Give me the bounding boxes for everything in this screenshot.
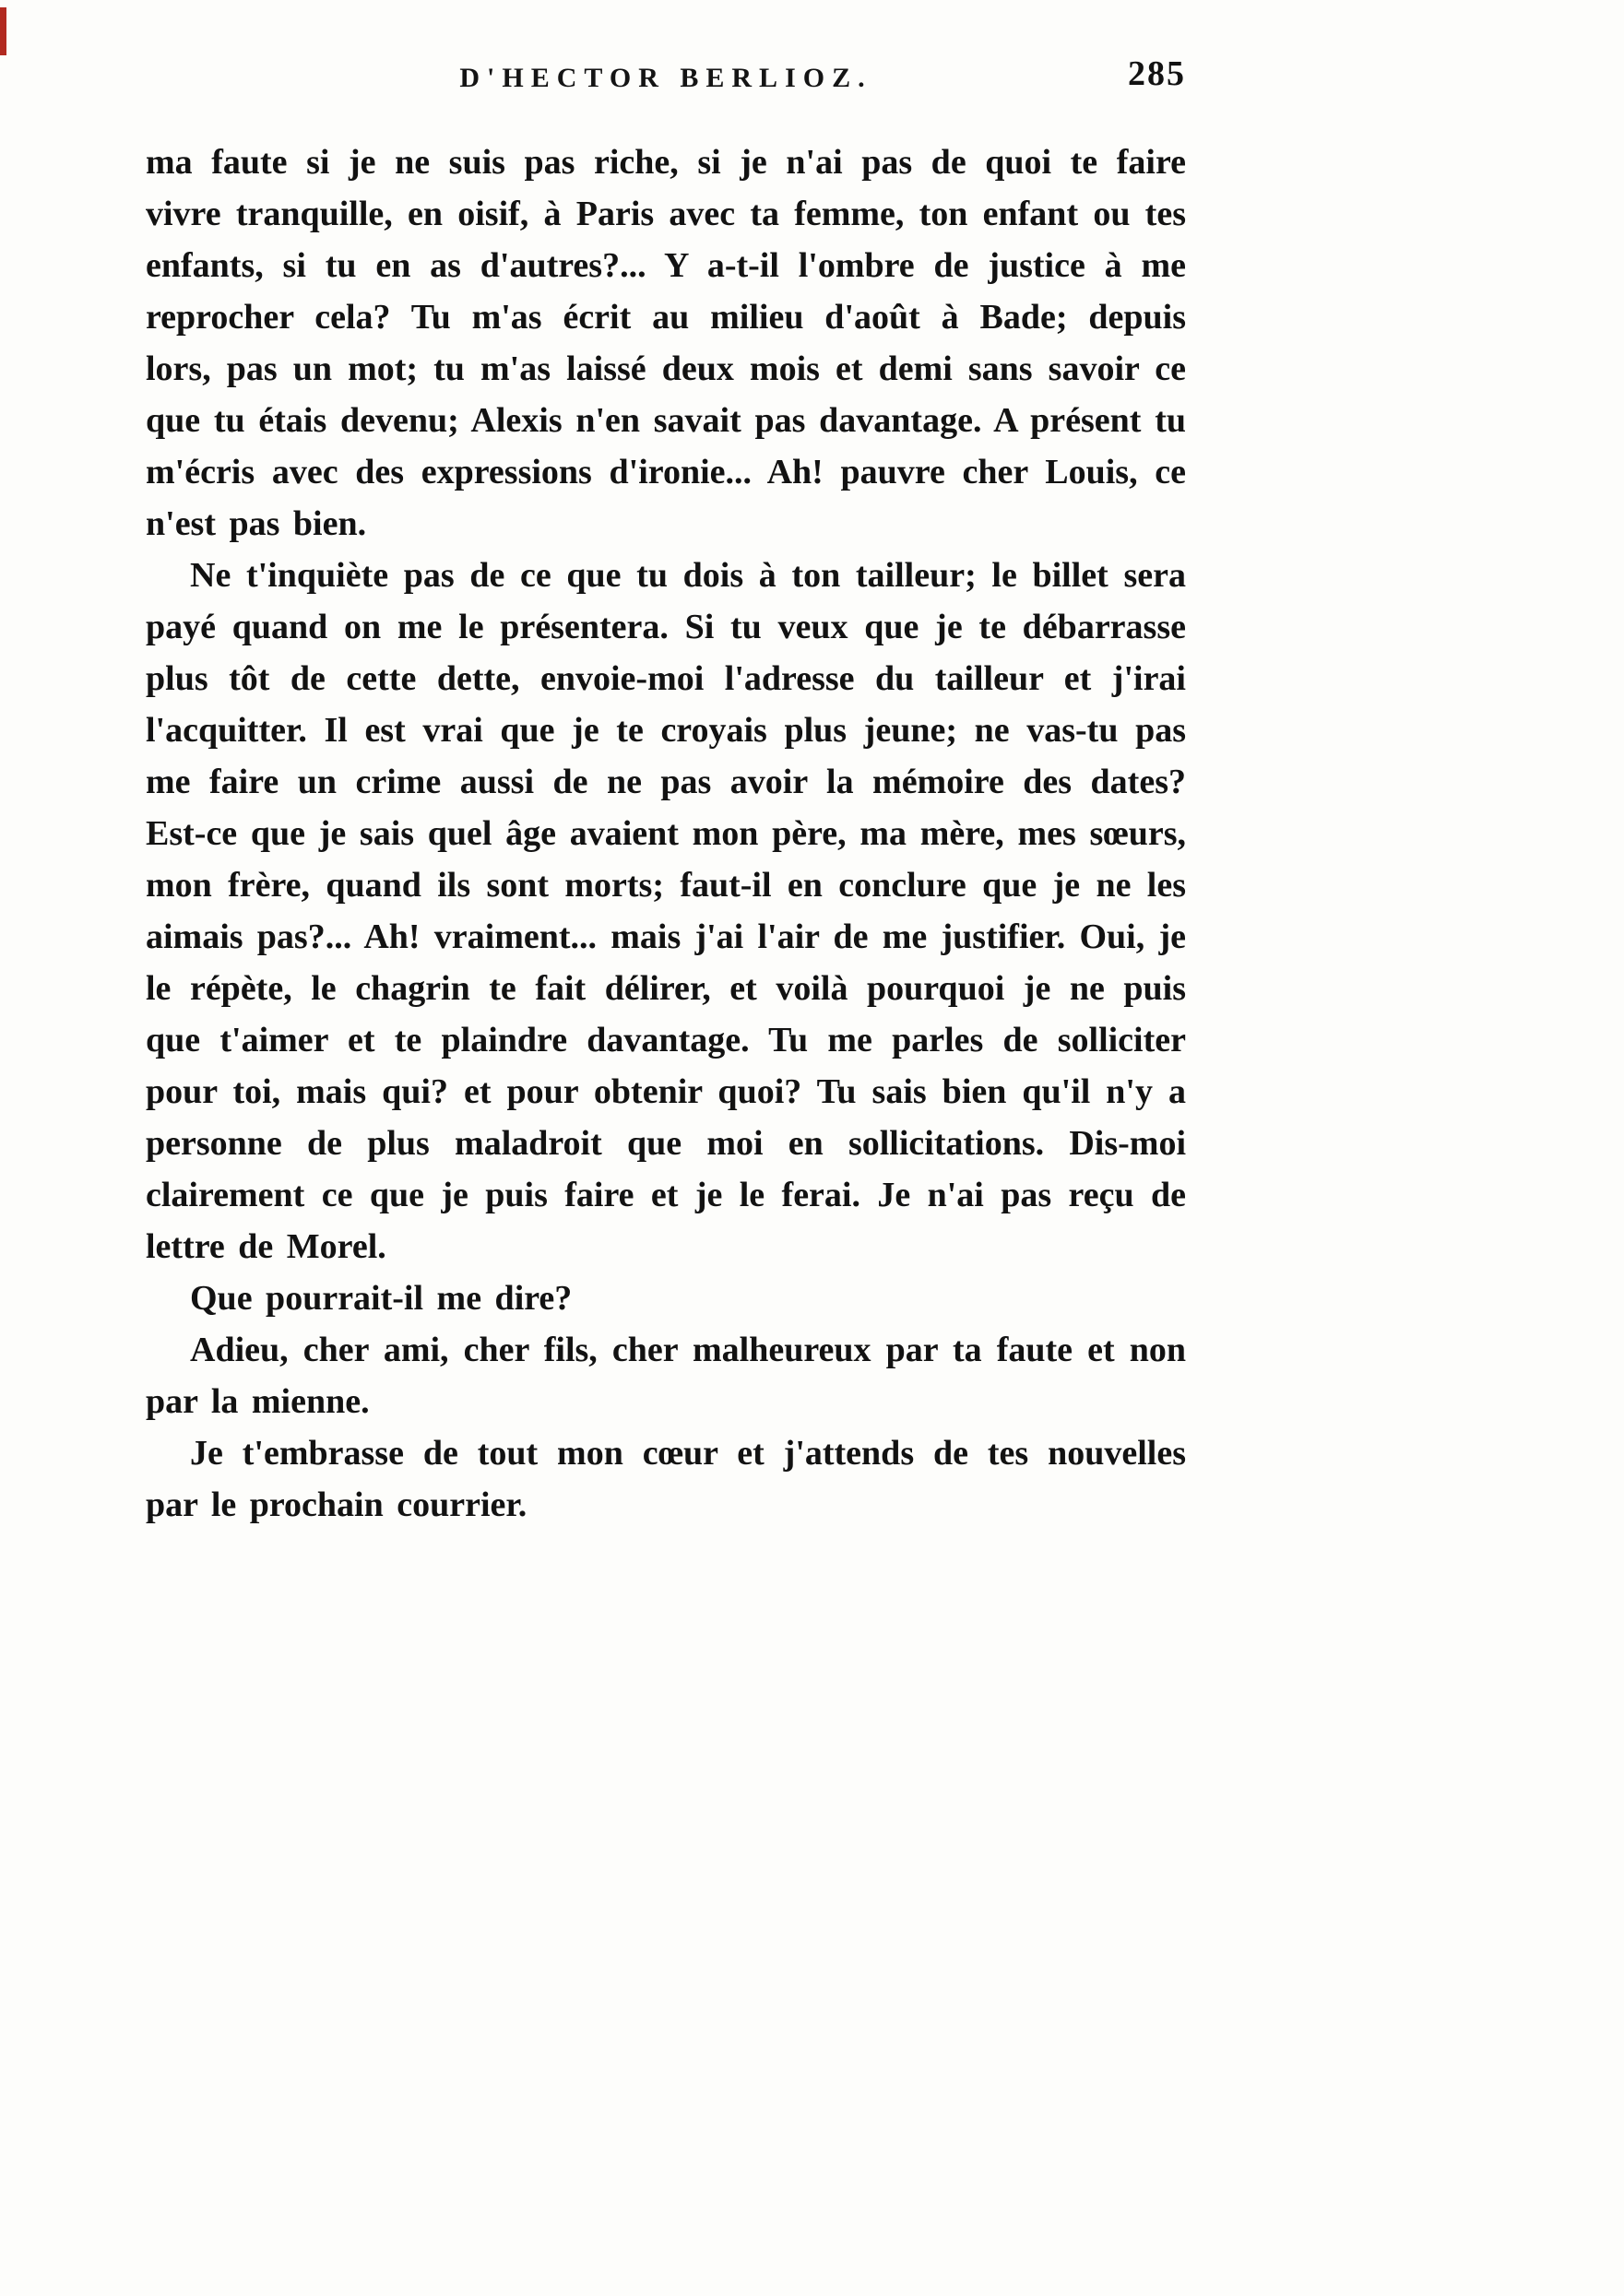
page-content xyxy=(146,53,1186,1531)
paragraph: Ne t'inquiète pas de ce que tu dois à ton tailleur; le billet sera payé quand on me le présentera. Si tu veux que je te débarrasse plus tôt de cette dette, envoie-moi l'adresse du tailleur et j'irai l'acquitter. Il est vrai que je te croyais plus jeune; ne vas-tu pas me faire un crime aussi de ne pas avoir la mémoire des dates? Est-ce que je sais quel âge avaient mon père, ma mère, mes sœurs, mon frère, quand ils sont morts; faut-il en conclure que je ne les aimais pas?... Ah! vraiment... mais j'ai l'air de me justifier. Oui, je le répète, le chagrin te fait délirer, et voilà pourquoi je ne puis que t'aimer et te plaindre davantage. Tu me parles de solliciter pour toi, mais qui? et pour obtenir quoi? Tu sais bien qu'il n'y a personne de plus maladroit que moi en sollicitations. Dis-moi clairement ce que je puis faire et je le ferai. Je n'ai pas reçu de lettre de Morel. xyxy=(146,556,1186,1266)
page-number: 285 xyxy=(1128,54,1186,93)
paragraph: Que pourrait-il me dire? xyxy=(190,1279,573,1318)
running-head-title: D'HECTOR BERLIOZ. xyxy=(459,63,872,93)
paragraph-continuation: ma faute si je ne suis pas riche, si je n'ai pas de quoi te faire vivre tranquille, en oisif, à Paris avec ta femme, ton enfant ou tes enfants, si tu en as d'autres?... Y a-t-il l'ombre de justice à me reprocher cela? Tu m'as écrit au milieu d'août à Bade; depuis lors, pas un mot; tu m'as laissé deux mois et demi sans savoir ce que tu étais devenu; Alexis n'en savait pas davantage. A présent tu m'écris avec des expressions d'ironie... Ah! pauvre cher Louis, ce n'est pas bien. xyxy=(146,143,1186,543)
paragraph: Adieu, cher ami, cher fils, cher malheureux par ta faute et non par la mienne. xyxy=(146,1331,1186,1421)
page-body xyxy=(146,136,1186,1531)
scan-artifact-mark xyxy=(0,7,6,55)
page-header xyxy=(146,53,1186,112)
paragraph: Je t'embrasse de tout mon cœur et j'attends de tes nouvelles par le prochain courrier. xyxy=(146,1434,1186,1524)
